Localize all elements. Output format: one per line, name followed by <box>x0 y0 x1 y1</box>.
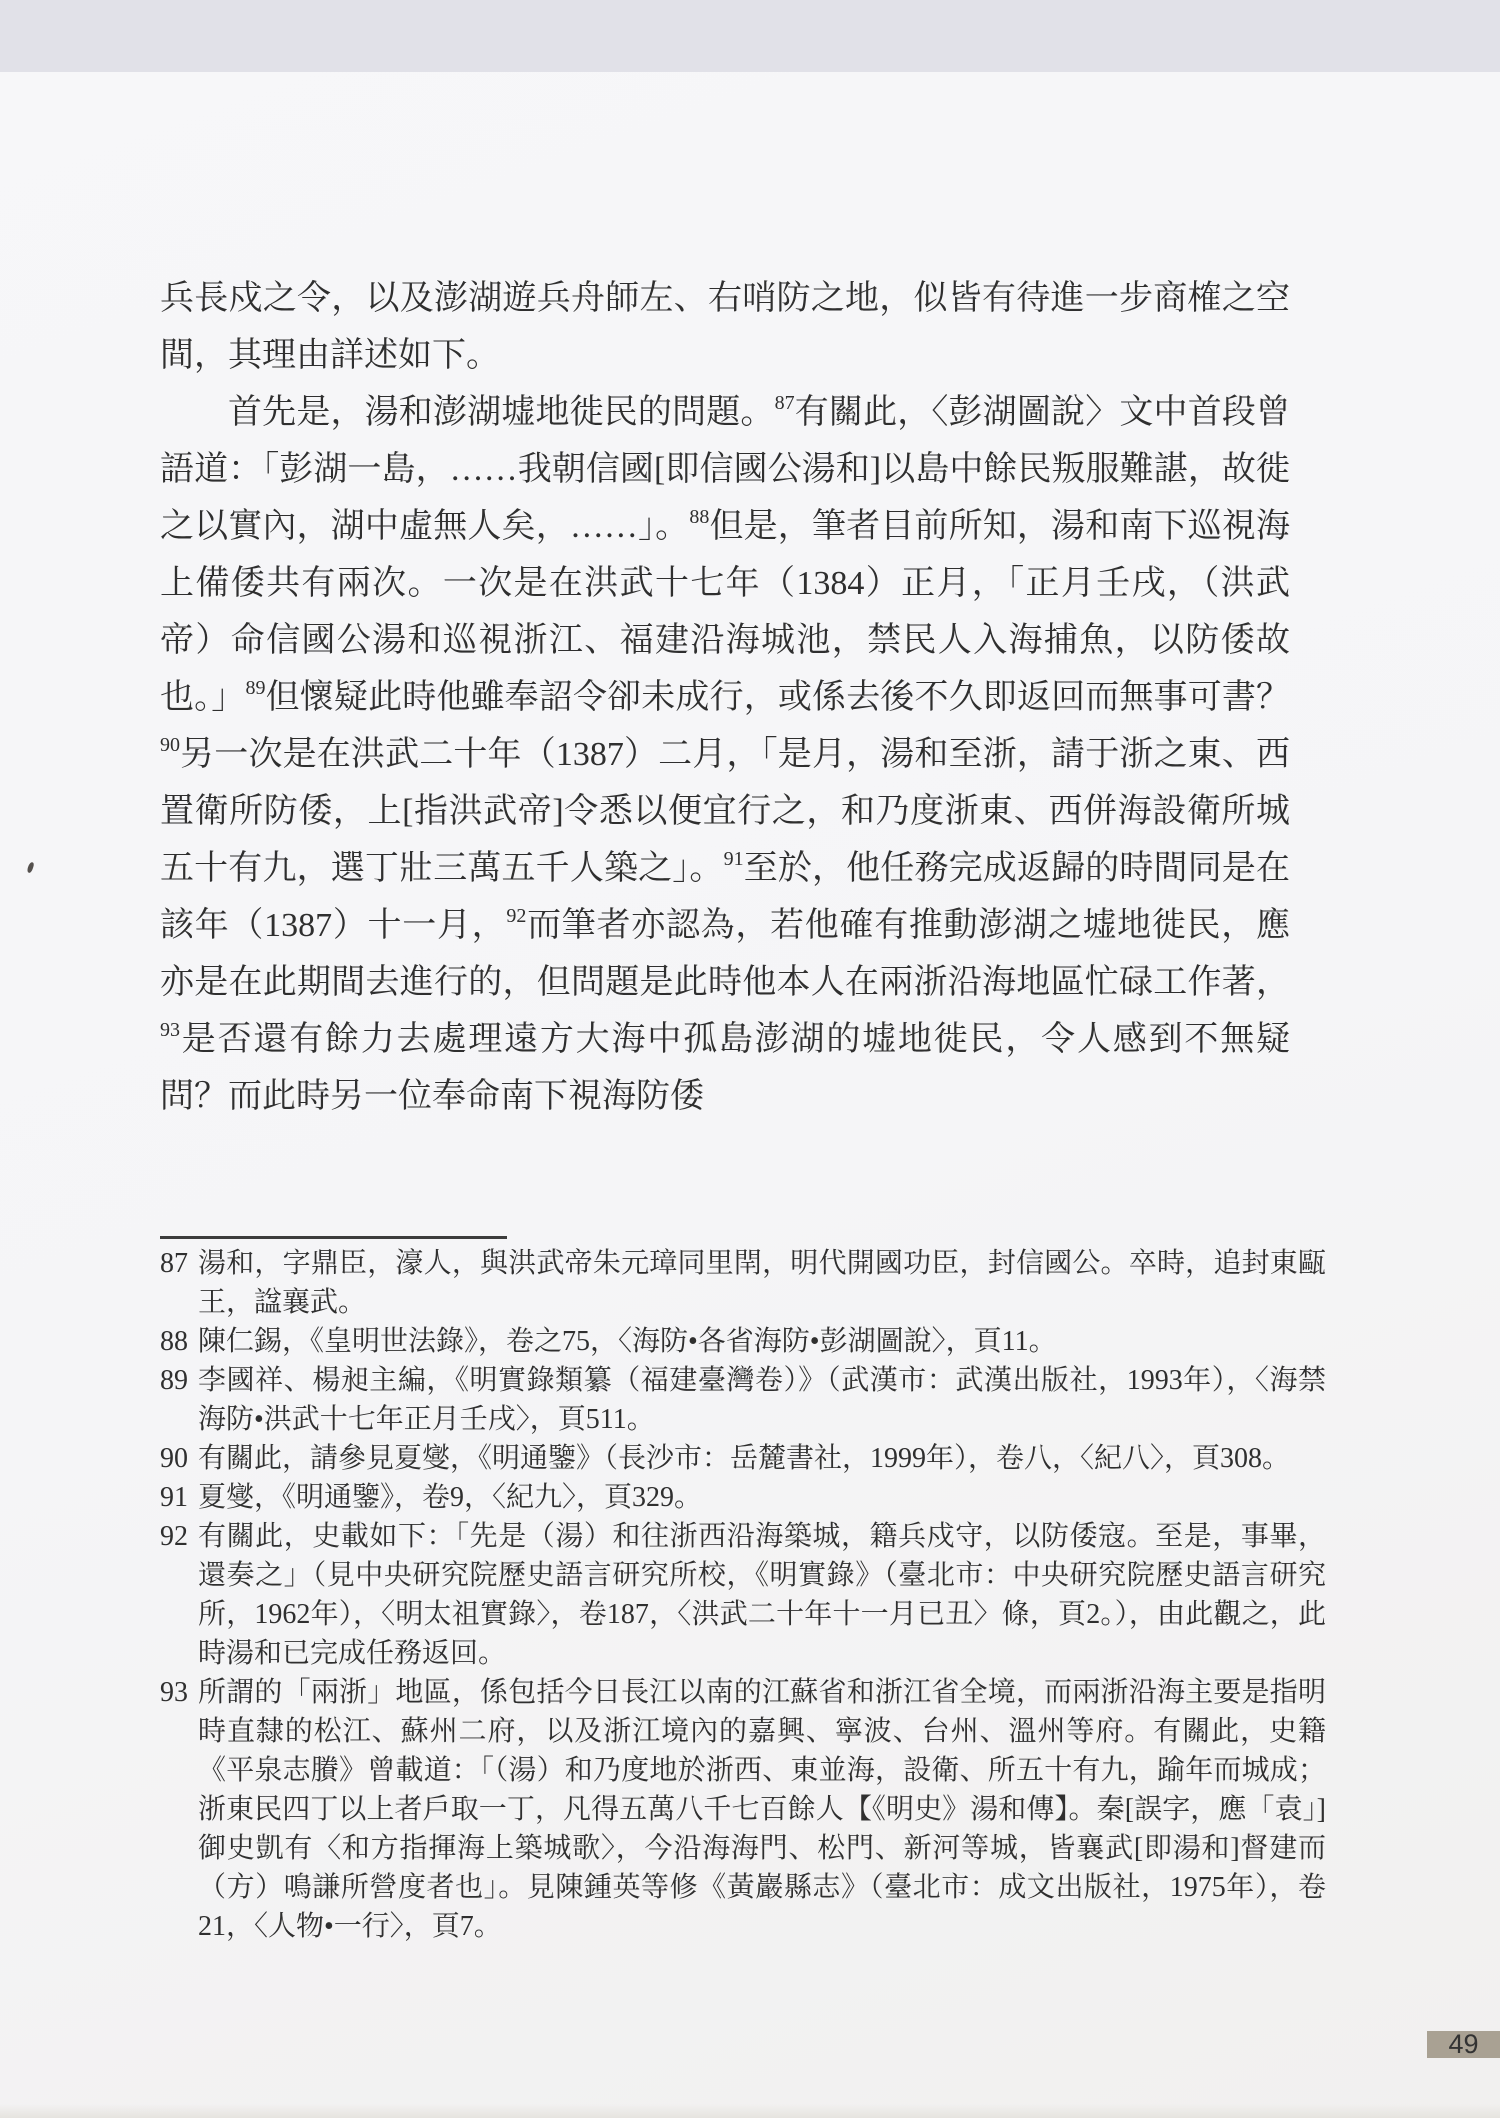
scan-edge-band-bottom <box>0 2104 1500 2118</box>
footnote-number: 90 <box>160 1443 188 1474</box>
footnote-text: 湯和，字鼎臣，濠人，與洪武帝朱元璋同里閈，明代開國功臣，封信國公。卒時，追封東甌王，諡襄武。 <box>198 1248 1326 1318</box>
footnote-number: 89 <box>160 1365 188 1396</box>
footnote-text: 夏燮，《明通鑒》，卷9，〈紀九〉，頁329。 <box>198 1482 703 1513</box>
footnote-item <box>160 1517 1340 1673</box>
footnote-item <box>160 1478 1340 1517</box>
scan-speck <box>26 861 34 873</box>
footnote-text: 有關此，史載如下：「先是（湯）和往浙西沿海築城，籍兵戍守，以防倭寇。至是，事畢，還奏之」（見中央研究院歷史語言研究所校，《明實錄》（臺北市：中央研究院歷史語言研究所，1962年），〈明太祖實錄〉，卷187，〈洪武二十年十一月已丑〉條，頁2。），由此觀之，此時湯和已完成任務返回。 <box>198 1521 1326 1669</box>
page-number-badge <box>1427 2031 1500 2058</box>
footnote-number: 92 <box>160 1521 188 1552</box>
footnote-item <box>160 1439 1340 1478</box>
footnote-reference: 91 <box>723 848 744 870</box>
footnotes-block <box>160 1244 1340 1946</box>
footnote-number: 91 <box>160 1482 188 1513</box>
body-paragraph: 兵長戍之令，以及澎湖遊兵舟師左、右哨防之地，似皆有待進一步商榷之空間，其理由詳述如下。 <box>160 280 1290 374</box>
footnote-item <box>160 1244 1340 1322</box>
body-paragraph: 首先是，湯和澎湖墟地徙民的問題。$^{87}$有關此，〈彭湖圖說〉文中首段曾語道：「彭湖一島，……我朝信國[即信國公湯和]以島中餘民叛服難諶，故徙之以實內，湖中虛無人矣，……」。$^{88}$但是，筆者目前所知，湯和南下巡視海上備倭共有兩次。一次是在洪武十七年（1384）正月，「正月壬戌，（洪武帝）命信國公湯和巡視浙江、福建沿海城池，禁民人入海捕魚，以防倭故也。」$^{89}$但懷疑此時他雖奉詔令卻未成行，或係去後不久即返回而無事可書？$^{90}$另一次是在洪武二十年（1387）二月，「是月，湯和至浙，請于浙之東、西置衛所防倭，上[指洪武帝]令悉以便宜行之，和乃度浙東、西併海設衛所城五十有九，選丁壯三萬五千人築之」。$^{91}$至於，他任務完成返歸的時間同是在該年（1387）十一月，$^{92}$而筆者亦認為，若他確有推動澎湖之墟地徙民，應亦是在此期間去進行的，但問題是此時他本人在兩浙沿海地區忙碌工作著，$^{93}$是否還有餘力去處理遠方大海中孤島澎湖的墟地徙民，令人感到不無疑問？而此時另一位奉命南下視海防倭 <box>160 392 1291 1115</box>
footnote-text: 有關此，請參見夏燮，《明通鑒》（長沙市：岳麓書社，1999年），卷八，〈紀八〉，頁308。 <box>198 1443 1291 1474</box>
footnote-reference: 88 <box>689 506 710 528</box>
footnote-separator <box>160 1236 507 1239</box>
footnote-text: 所謂的「兩浙」地區，係包括今日長江以南的江蘇省和浙江省全境，而兩浙沿海主要是指明時直隸的松江、蘇州二府，以及浙江境內的嘉興、寧波、台州、溫州等府。有關此，史籍《平泉志賸》曾載道：「（湯）和乃度地於浙西、東並海，設衛、所五十有九，踰年而城成；浙東民四丁以上者戶取一丁，凡得五萬八千七百餘人【《明史》湯和傳】。秦[誤字，應「袁」]御史凱有〈和方指揮海上築城歌〉，今沿海海門、松門、新河等城，皆襄武[即湯和]督建而（方）鳴謙所營度者也」。見陳鍾英等修《黃巖縣志》（臺北市：成文出版社，1975年），卷21，〈人物•一行〉，頁7。 <box>198 1677 1326 1942</box>
footnote-reference: 92 <box>506 905 527 927</box>
footnote-reference: 89 <box>245 677 266 699</box>
footnote-number: 93 <box>160 1677 188 1708</box>
footnote-reference: 93 <box>160 1019 180 1041</box>
footnote-text: 陳仁錫，《皇明世法錄》，卷之75，〈海防•各省海防•彭湖圖說〉，頁11。 <box>198 1326 1057 1357</box>
footnote-number: 88 <box>160 1326 188 1357</box>
page-number: 49 <box>1448 2029 1479 2059</box>
footnote-reference: 87 <box>774 392 795 414</box>
footnote-item <box>160 1322 1340 1361</box>
footnote-item <box>160 1361 1340 1439</box>
footnote-text: 李國祥、楊昶主編，《明實錄類纂（福建臺灣卷）》（武漢市：武漢出版社，1993年），〈海禁海防•洪武十七年正月壬戌〉，頁511。 <box>198 1365 1326 1435</box>
main-text-block <box>160 270 1290 1125</box>
footnote-reference: 90 <box>160 734 180 756</box>
footnote-number: 87 <box>160 1248 188 1279</box>
footnote-item <box>160 1673 1340 1946</box>
scan-edge-band-top <box>0 0 1500 72</box>
